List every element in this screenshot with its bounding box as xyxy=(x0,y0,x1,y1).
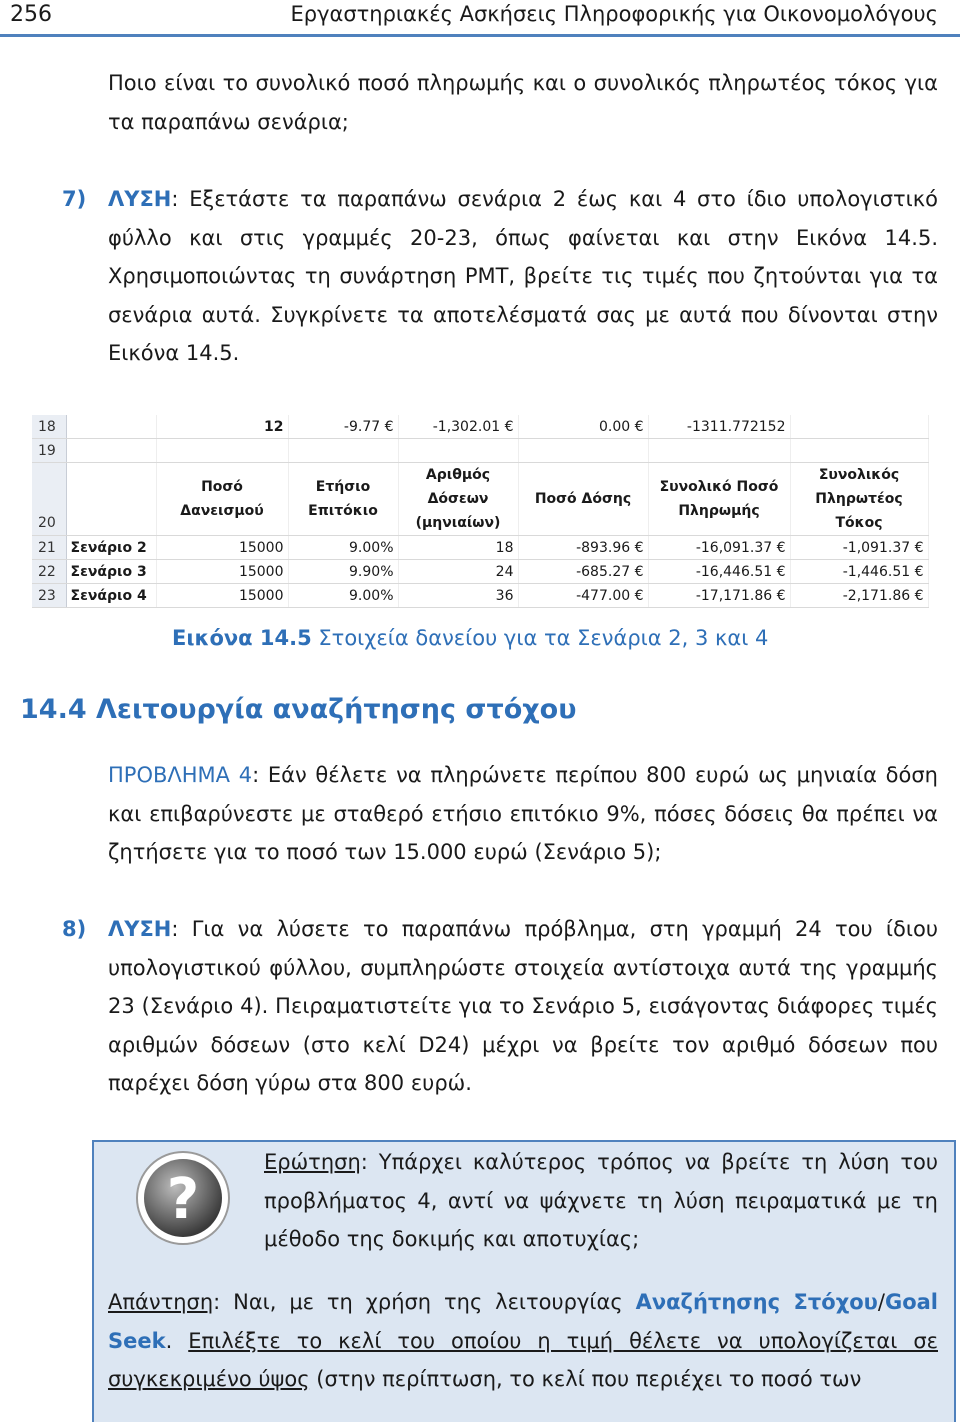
answer-separator: / xyxy=(877,1290,885,1314)
table-row xyxy=(32,560,928,584)
cell: -17,171.86 € xyxy=(648,584,790,608)
step-8-number: 8) xyxy=(62,917,87,941)
answer-label: Απάντηση xyxy=(108,1290,214,1314)
row-header: 23 xyxy=(32,584,66,608)
figure-caption xyxy=(172,626,768,650)
svg-text:?: ? xyxy=(166,1167,200,1232)
question-mark-icon xyxy=(133,1148,233,1248)
page-number: 256 xyxy=(10,2,52,27)
section-title: 14.4 Λειτουργία αναζήτησης στόχου xyxy=(20,694,577,725)
step-7-paragraph xyxy=(108,180,938,373)
cell: -16,091.37 € xyxy=(648,536,790,560)
col-header-interest: Συνολικός Πληρωτέος Τόκος xyxy=(790,463,928,536)
cell: -1311.772152 xyxy=(648,415,790,439)
cell: -685.27 € xyxy=(518,560,648,584)
spreadsheet-figure xyxy=(32,415,928,615)
question-text: : Υπάρχει καλύτερος τρόπος να βρείτε τη λύση του προβλήματος 4, αντί να ψάχνετε τη λύση πειραματικά με τη μέθοδο της δοκιμής και αποτυχίας; xyxy=(264,1150,938,1251)
qa-question xyxy=(264,1143,938,1259)
running-title: Εργαστηριακές Ασκήσεις Πληροφορικής για Οικονομολόγους xyxy=(290,2,938,26)
cell: 0.00 € xyxy=(518,415,648,439)
cell: 15000 xyxy=(156,560,288,584)
intro-question: Ποιο είναι το συνολικό ποσό πληρωμής και ο συνολικός πληρωτέος τόκος για τα παραπάνω σενάρια; xyxy=(108,71,938,134)
table-row xyxy=(32,584,928,608)
answer-text-3: (στην περίπτωση, το κελί που περιέχει το ποσό των xyxy=(309,1367,862,1391)
col-header-rate: Ετήσιο Επιτόκιο xyxy=(288,463,398,536)
sheet-row-18 xyxy=(32,415,928,439)
cell: Σενάριο 2 xyxy=(66,536,156,560)
row-header: 22 xyxy=(32,560,66,584)
problem-4-label: ΠΡΟΒΛΗΜΑ 4 xyxy=(108,763,253,787)
row-header: 21 xyxy=(32,536,66,560)
cell: Σενάριο 3 xyxy=(66,560,156,584)
answer-term-goal-seek-gr: Αναζήτησης Στόχου xyxy=(635,1290,878,1314)
row-header: 19 xyxy=(32,439,66,463)
row-header: 20 xyxy=(32,463,66,536)
cell: 18 xyxy=(398,536,518,560)
problem-4-paragraph xyxy=(108,756,938,872)
cell: -1,446.51 € xyxy=(790,560,928,584)
qa-answer xyxy=(108,1283,938,1399)
cell: 9.90% xyxy=(288,560,398,584)
table-row xyxy=(32,536,928,560)
step-8-text: : Για να λύσετε το παραπάνω πρόβλημα, στη γραμμή 24 του ίδιου υπολογιστικού φύλλου, συμπληρώστε στοιχεία αντίστοιχα αυτά της γραμμής 23 (Σενάριο 4). Πειραματιστείτε για το Σενάριο 5, εισάγοντας διάφορες τιμές αριθμών δόσεων (στο κελί D24) μέχρι να βρείτε τον αριθμό δόσεων που παρέχει δόση γύρω στα 800 ευρώ. xyxy=(108,917,938,1095)
cell: 15000 xyxy=(156,536,288,560)
cell xyxy=(66,463,156,536)
cell xyxy=(66,415,156,439)
problem-4-text: : Εάν θέλετε να πληρώνετε περίπου 800 ευρώ ως μηνιαία δόση και επιβαρύνεστε με σταθερό ετήσιο επιτόκιο 9%, πόσες δόσεις θα πρέπει να ζητήσετε για το ποσό των 15.000 ευρώ (Σενάριο 5); xyxy=(108,763,938,864)
step-8-label: ΛΥΣΗ xyxy=(108,917,172,941)
step-8-paragraph xyxy=(108,910,938,1103)
cell: 36 xyxy=(398,584,518,608)
col-header-payment: Ποσό Δόσης xyxy=(518,463,648,536)
question-label: Ερώτηση xyxy=(264,1150,361,1174)
cell: -16,446.51 € xyxy=(648,560,790,584)
answer-term-goal-seek-en: Goal Seek xyxy=(108,1290,938,1353)
step-7-number: 7) xyxy=(62,187,87,211)
cell: 12 xyxy=(156,415,288,439)
cell: Σενάριο 4 xyxy=(66,584,156,608)
cell xyxy=(790,415,928,439)
cell: -2,171.86 € xyxy=(790,584,928,608)
cell: -477.00 € xyxy=(518,584,648,608)
step-7-label: ΛΥΣΗ xyxy=(108,187,172,211)
cell: -9.77 € xyxy=(288,415,398,439)
cell: -1,302.01 € xyxy=(398,415,518,439)
cell: -893.96 € xyxy=(518,536,648,560)
page-header xyxy=(0,0,960,37)
caption-label: Εικόνα 14.5 xyxy=(172,626,312,650)
answer-underlined: Επιλέξτε το κελί του οποίου η τιμή θέλετε να υπολογίζεται σε συγκεκριμένο ύψος xyxy=(108,1328,938,1391)
answer-text-1: : Ναι, με τη χρήση της λειτουργίας xyxy=(213,1290,636,1314)
step-7-text: : Εξετάστε τα παραπάνω σενάρια 2 έως και 4 στο ίδιο υπολογιστικό φύλλο και στις γραμμές 20-23, όπως φαίνεται και στην Εικόνα 14.5. Χρησιμοποιώντας τη συνάρτηση PMT, βρείτε τις τιμές που ζητούνται για τα σενάρια αυτά. Συγκρίνετε τα αποτελέσματά σας με αυτά που δίνονται στην Εικόνα 14.5. xyxy=(108,187,938,365)
cell: 9.00% xyxy=(288,536,398,560)
cell: -1,091.37 € xyxy=(790,536,928,560)
caption-text: Στοιχεία δανείου για τα Σενάρια 2, 3 και 4 xyxy=(311,626,769,650)
col-header-amount: Ποσό Δανεισμού xyxy=(156,463,288,536)
sheet-header-row xyxy=(32,463,928,536)
sheet-row-19 xyxy=(32,439,928,463)
cell: 15000 xyxy=(156,584,288,608)
col-header-installments: Αριθμός Δόσεων (μηνιαίων) xyxy=(398,463,518,536)
answer-text-2: . xyxy=(165,1328,189,1353)
col-header-total: Συνολικό Ποσό Πληρωμής xyxy=(648,463,790,536)
cell: 9.00% xyxy=(288,584,398,608)
cell: 24 xyxy=(398,560,518,584)
row-header: 18 xyxy=(32,415,66,439)
